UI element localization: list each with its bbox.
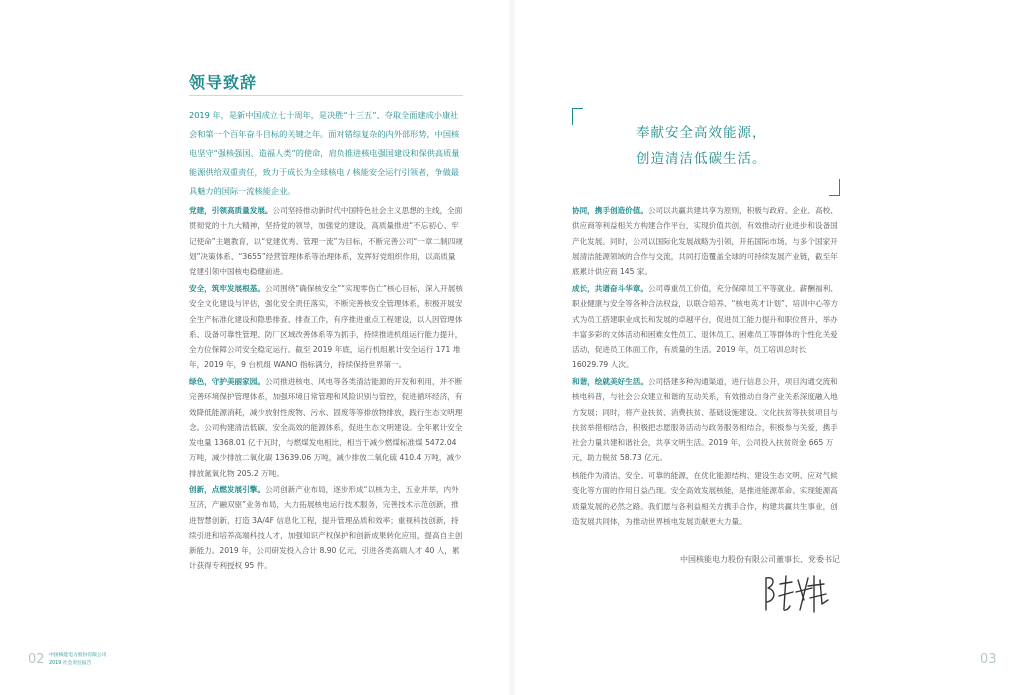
paragraph-body: 公司创新产业布局，逐步形成“以核为主，五业并举，内外互济，产融双驱”业务布局，大力拓展核电运行技术服务，完善技术示范创新，推进智慧创新，打造 3A/4F 信息化工程，提升管理品质和效率；重视科技创新，持续引进和培养高端科技人才，加强知识产权保护和创新成果转化应用，提高自主创新能力。2019 年，公司研发投入合计 8.90 亿元，引进各类高端人才 40 人，累计获得专利授权 95 件。 (189, 485, 463, 571)
paragraph-body: 核能作为清洁、安全、可靠的能源，在优化能源结构、建设生态文明、应对气候变化等方面的作用日益凸现。安全高效发展核能，是推进能源革命、实现能源高质量发展的必然之路。我们愿与各利益相关方携手合作，构建共赢共生事业，创造发展共同体，为推动世界核电发展贡献更大力量。 (572, 471, 838, 526)
handwritten-signature (762, 570, 832, 618)
paragraph-body: 公司坚持推动新时代中国特色社会主义思想的主线，全面贯彻党的十九大精神，坚持党的领导，加强党的建设，高质量推进“不忘初心、牢记使命”主题教育，以“党建优秀、管理一流”为目标，不断完善公司“一章二制四规划”决策体系、“3655”经营管理体系等治理体系，发挥好党组织作用，以高质量党建引领中国核电稳健前进。 (189, 206, 463, 277)
quote-bracket-top-left (572, 108, 583, 125)
paragraph-green (189, 374, 463, 481)
paragraph-lead: 绿色，守护美丽家园。 (189, 377, 265, 386)
quote-box (572, 108, 840, 196)
page-number-right: 03 (980, 652, 997, 667)
page-number-left: 02 (28, 652, 45, 667)
quote-line: 奉献安全高效能源， (636, 125, 767, 141)
page-title: 领导致辞 (189, 73, 258, 92)
paragraph-harmony (572, 374, 840, 466)
paragraph-safety (189, 281, 463, 373)
book-spine (508, 0, 516, 695)
paragraph-lead: 创新，点燃发展引擎。 (189, 485, 265, 494)
paragraph-body: 公司推进核电、风电等各类清洁能源的开发和利用，并不断完善环境保护管理体系，加强环境日常管理和风险识别与管控，促进循环经济，有效降低能源消耗，减少放射性废物、污水、固废等等排放物排放，践行生态文明理念。公司构建清洁低碳、安全高效的能源体系，促进生态文明建设。全年累计安全发电量 1368.01 亿千瓦时，与燃煤发电相比，相当于减少燃煤标准煤 5472.04 万吨，减少排放二氧化碳 13639.06 万吨，减少排放二氧化硫 410.4 万吨，减少排放氮氧化物 205.2 万吨。 (189, 377, 463, 478)
paragraph-collaboration (572, 203, 840, 279)
paragraph-body: 公司搭建多种沟通渠道，进行信息公开，项目沟通交流和核电科普，与社会公众建立和谐的互动关系，有效推动自身产业关系深度融入地方发展；同时，将产业扶贫、消费扶贫、基础设施建设、文化扶贫等扶贫项目与扶贫举措相结合，积极把志愿服务活动与政务服务相结合，积极参与关爱，携手社会力量共建和谐社会，共享文明生活。2019 年，公司投入扶贫资金 665 万元，助力脱贫 58.73 亿元。 (572, 377, 838, 463)
paragraph-lead: 党建，引领高质量发展。 (189, 206, 273, 215)
paragraph-body: 公司以共赢共建共享为原则，积极与政府、企业、高校、供应商等利益相关方构建合作平台，实现价值共创，有效推动行业进步和设备国产化发展。同时，公司以国际化发展战略为引领，开拓国际市场，与多个国家开展清洁能源领域的合作与交流，共同打造覆盖全球的可持续发展产业链，截至年底累计供应商 145 家。 (572, 206, 838, 277)
paragraph-party-building (189, 203, 463, 279)
paragraph-lead: 和谐，绘就美好生活。 (572, 377, 648, 386)
paragraph-lead: 安全，筑牢发展根基。 (189, 284, 265, 293)
quote-line: 创造清洁低碳生活。 (636, 151, 767, 167)
paragraph-body: 公司围绕“确保核安全”“实现零伤亡”核心目标，深入开展核安全文化建设与评估，强化安全责任落实，不断完善核安全管理体系，积极开展安全生产标准化建设和隐患排查、排查工作，有序推进重点工程建设，以人因管理体系、设备可靠性管理、防厂区域改善体系等为抓手，持续推进机组运行能力提升，全方位保障公司安全稳定运行。截至 2019 年底，运行机组累计安全运行 171 堆年，2019 年，9 台机组 WANO 指标满分，持续保持世界第一。 (189, 284, 463, 370)
title-divider (189, 95, 463, 96)
signatory-title: 中国核能电力股份有限公司董事长、党委书记 (680, 555, 840, 564)
paragraph-innovation (189, 482, 463, 574)
paragraph-closing (572, 468, 840, 529)
paragraph-growth (572, 281, 840, 373)
footer-report-title (49, 652, 107, 668)
paragraph-lead: 成长，共谱奋斗华章。 (572, 284, 648, 293)
intro-paragraph: 2019 年，是新中国成立七十周年，是决胜“十三五”、夺取全面建成小康社会和第一个百年奋斗目标的关键之年。面对错综复杂的内外部形势，中国核电坚守“强核强国、造福人类”的使命，肩负推进核电强国建设和保供高质量能源供给双重责任，致力于成长为全球核电 / 核能安全运行引领者，争做最具魅力的国际一流核能企业。 (189, 110, 460, 196)
paragraph-lead: 协同，携手创造价值。 (572, 206, 648, 215)
quote-bracket-bottom-right (829, 179, 840, 196)
footer-line: 2019 社会责任报告 (49, 661, 92, 666)
footer-line: 中国核能电力股份有限公司 (49, 653, 107, 658)
paragraph-body: 公司尊重员工价值，充分保障员工平等就业、薪酬福利、职业健康与安全等各种合法权益，以联合培养、“核电英才计划”、培训中心等方式为员工搭建职业成长和发展的卓越平台，促进员工能力提升和职位晋升，举办丰富多彩的文体活动和困难女性员工、退休员工、困难员工等群体的个性化关爱活动，促进员工体面工作，有质量的生活。2019 年，员工培训总时长 16029.79 人次。 (572, 284, 839, 370)
